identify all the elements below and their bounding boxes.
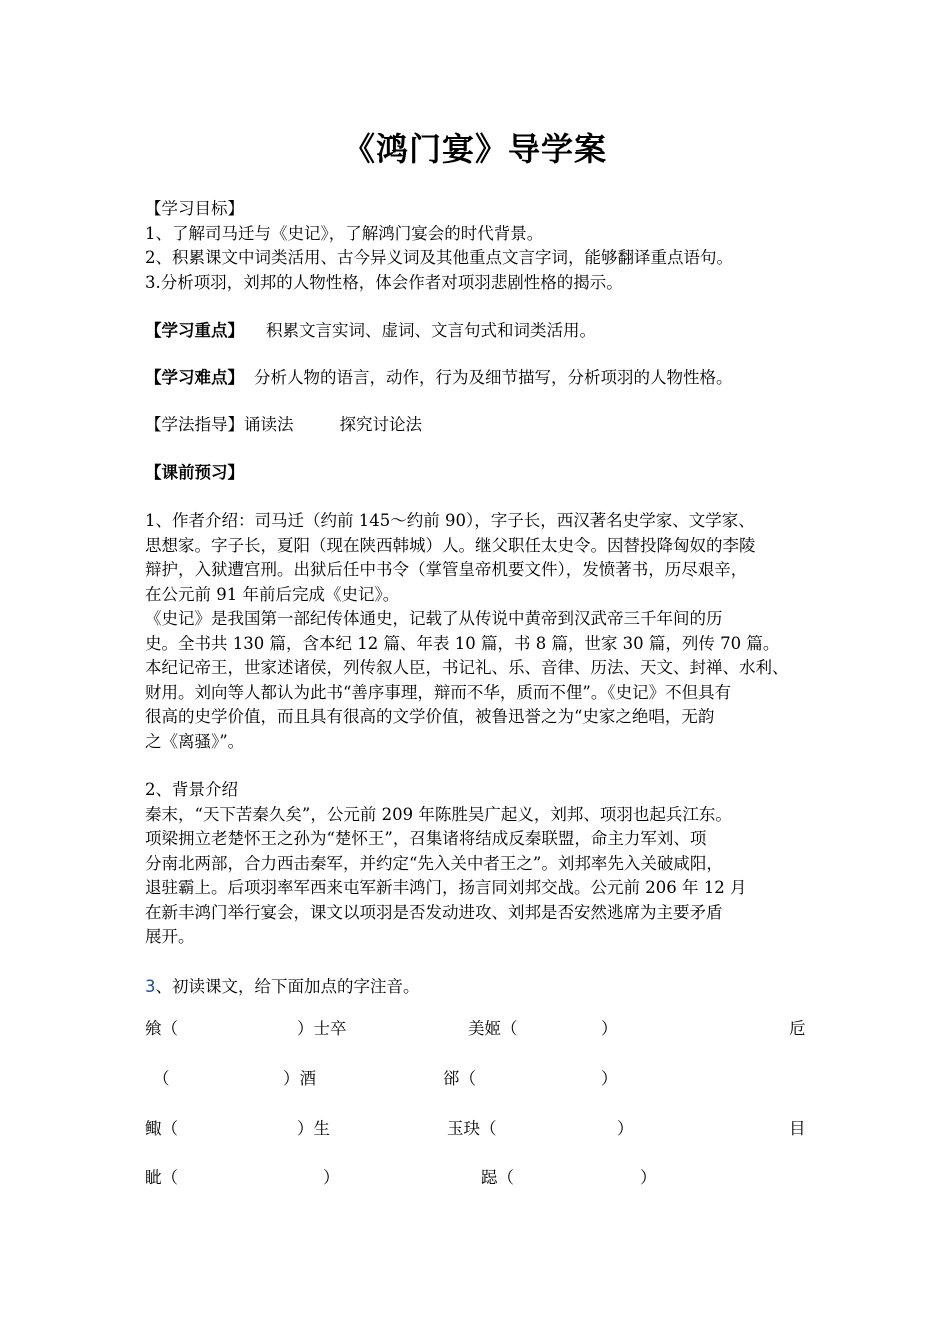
key-points-text: 积累文言实词、虚词、文言句式和词类活用。 xyxy=(266,321,596,340)
objective-item: 1、了解司马迁与《史记》，了解鸿门宴会的时代背景。 xyxy=(145,223,544,243)
key-points-heading: 【学习重点】 xyxy=(145,321,244,340)
pinyin-number: 3 xyxy=(145,977,156,996)
pinyin-cell: ） xyxy=(323,1168,340,1187)
difficult-points-heading: 【学习难点】 xyxy=(145,368,244,387)
author-line: 思想家。字子长，夏阳（现在陕西韩城）人。继父职任太史令。因替投降匈奴的李陵 xyxy=(145,535,756,555)
background-line: 分南北两部，合力西击秦军，并约定“先入关中者王之”。刘邦率先入关破咸阳， xyxy=(145,853,723,873)
author-line: 本纪记帝王，世家述诸侯，列传叙人臣，书记礼、乐、音律、历法、天文、封禅、水利、 xyxy=(145,658,789,677)
author-line: 之《离骚》”。 xyxy=(145,731,245,751)
method-text-2: 探究讨论法 xyxy=(339,415,422,434)
pinyin-cell: 目 xyxy=(789,1119,806,1138)
pinyin-row xyxy=(145,1065,815,1089)
objectives-section xyxy=(145,197,815,295)
pinyin-cell: ） xyxy=(601,1019,618,1038)
method-heading: 【学法指导】 xyxy=(145,415,244,434)
pinyin-cell: 眦（ xyxy=(145,1168,178,1187)
pinyin-cell: 美姬（ xyxy=(468,1019,518,1038)
pinyin-heading-text: 、初读课文，给下面加点的字注音。 xyxy=(155,977,420,996)
pinyin-cell: 卮 xyxy=(789,1019,806,1038)
pinyin-row xyxy=(145,1015,815,1039)
method-section xyxy=(145,413,815,438)
pinyin-cell: 郤（ xyxy=(443,1069,476,1088)
author-line: 财用。刘向等人都认为此书“善序事理，辩而不华，质而不俚”。《史记》不但具有 xyxy=(145,682,732,702)
background-intro xyxy=(145,778,815,950)
pinyin-cell: （ xyxy=(153,1069,170,1088)
background-line: 秦末，“天下苦秦久矣”，公元前 209 年陈胜吴广起义，刘邦、项羽也起兵江东。 xyxy=(145,804,732,824)
background-line: 2、背景介绍 xyxy=(145,780,238,799)
author-intro xyxy=(145,509,815,754)
author-line: 在公元前 91 年前后完成《史记》。 xyxy=(145,584,400,604)
pinyin-cell: ）生 xyxy=(297,1119,330,1138)
pinyin-section-heading xyxy=(145,975,815,1000)
author-line: 很高的史学价值，而且具有很高的文学价值，被鲁迅誉之为“史家之绝唱，无韵 xyxy=(145,707,715,726)
preview-heading: 【课前预习】 xyxy=(145,463,244,482)
pinyin-cell: 飨（ xyxy=(145,1019,178,1038)
pinyin-cell: 鲰（ xyxy=(145,1119,178,1138)
objective-item: 2、积累课文中词类活用、古今异义词及其他重点文言字词，能够翻译重点语句。 xyxy=(145,248,733,267)
pinyin-cell: 玉玦（ xyxy=(447,1119,497,1138)
method-text-1: 诵读法 xyxy=(244,415,294,434)
pinyin-cell: ）士卒 xyxy=(297,1019,347,1038)
page-title: 《鸿门宴》导学案 xyxy=(342,130,607,168)
author-line: 辩护，入狱遭宫刑。出狱后任中书令（掌管皇帝机要文件），发愤著书，历尽艰辛， xyxy=(145,560,748,579)
pinyin-row xyxy=(145,1115,815,1139)
author-line: 《史记》是我国第一部纪传体通史，记载了从传说中黄帝到汉武帝三千年间的历 xyxy=(145,609,723,628)
pinyin-cell: ） xyxy=(617,1119,634,1138)
background-line: 退驻霸上。后项羽率军西来屯军新丰鸿门，扬言同刘邦交战。公元前 206 年 12 月 xyxy=(145,878,747,897)
background-line: 展开。 xyxy=(145,927,195,946)
pinyin-cell: ）酒 xyxy=(283,1069,316,1088)
background-line: 项梁拥立老楚怀王之孙为“楚怀王”，召集诸将结成反秦联盟，命主力军刘、项 xyxy=(145,829,707,848)
background-line: 在新丰鸿门举行宴会，课文以项羽是否发动进攻、刘邦是否安然逃席为主要矛盾 xyxy=(145,902,723,922)
difficult-points-section xyxy=(145,366,815,391)
pinyin-row xyxy=(145,1164,815,1188)
objectives-heading: 【学习目标】 xyxy=(145,199,244,218)
pinyin-cell: ） xyxy=(601,1069,618,1088)
preview-heading-block xyxy=(145,461,815,486)
pinyin-cell: 跽（ xyxy=(481,1168,514,1187)
key-points-section xyxy=(145,319,815,344)
objective-item: 3.分析项羽，刘邦的人物性格，体会作者对项羽悲剧性格的揭示。 xyxy=(145,272,623,292)
author-line: 1、作者介绍：司马迁（约前 145～约前 90），字子长，西汉著名史学家、文学家、 xyxy=(145,511,755,530)
author-line: 史。全书共 130 篇，含本纪 12 篇、年表 10 篇，书 8 篇，世家 30 篇，列传 70 篇。 xyxy=(145,633,780,653)
difficult-points-text: 分析人物的语言，动作，行为及细节描写，分析项羽的人物性格。 xyxy=(254,368,733,387)
pinyin-cell: ） xyxy=(640,1168,657,1187)
